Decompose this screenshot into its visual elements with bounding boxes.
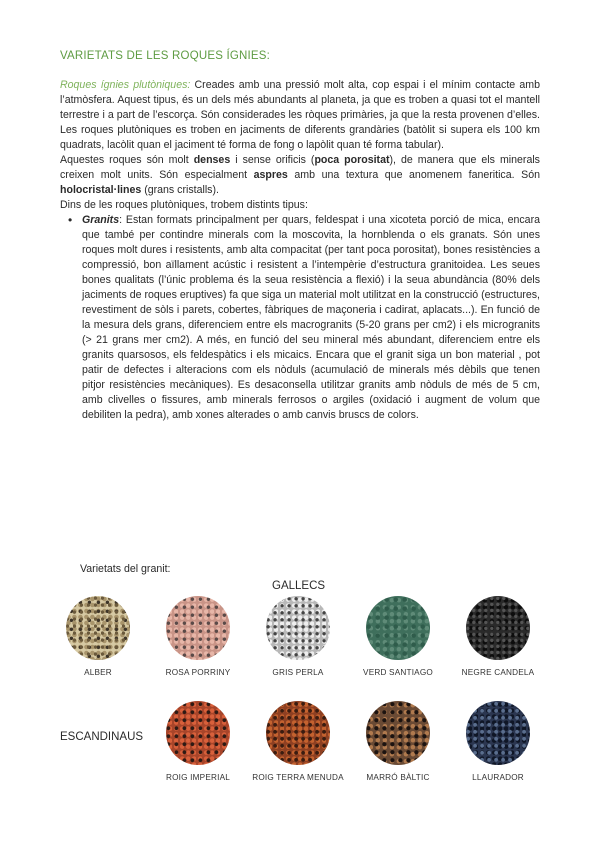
bold-term: poca porositat: [314, 154, 390, 166]
texture-paragraph: [60, 153, 540, 198]
roig-terra-menuda-granite-sample: [266, 701, 330, 765]
texture-text: (grans cristalls).: [141, 184, 219, 196]
texture-text: Aquestes roques són molt: [60, 154, 194, 166]
stone-caption: ROSA PORRINY: [165, 668, 231, 677]
roig-imperial-granite-sample: [166, 701, 230, 765]
llaurador-granite-sample: [466, 701, 530, 765]
intro-text: Creades amb una pressió molt alta, cop espai i el mínim contacte amb l’atmòsfera. Aquest tipus, és un dels més abundants al planeta, ja que es troben a quasi tot el mantell terrestre i a part de l’escorça. Són considerades les ròques primàries, ja que la resta provenen d’elles. Les roques plutòniques es troben en jaciments de diferents grandàries (batòlit si supera els 100 km quadrats, lacòlit quan el jaciment té forma de fong o lapòlit quan té forma tabular).: [60, 79, 540, 151]
granits-term: Granits: [82, 214, 120, 226]
stone-caption: LLAURADOR: [472, 773, 524, 782]
marro-baltic-granite-sample: [366, 701, 430, 765]
varietats-label: Varietats del granit:: [80, 563, 171, 575]
texture-text: ), de manera que els minerals creixen molt units. Són especialment: [60, 154, 540, 181]
stone-caption: MARRÓ BÀLTIC: [366, 773, 430, 782]
alber-granite-sample: [66, 596, 130, 660]
body-text: [60, 78, 540, 423]
stone-caption: ALBER: [84, 668, 112, 677]
negre-candela-granite-sample: [466, 596, 530, 660]
verd-santiago-granite-sample: [366, 596, 430, 660]
rosa-porriny-granite-sample: [166, 596, 230, 660]
intro-paragraph: [60, 78, 540, 153]
bold-term: holocristal·lines: [60, 184, 142, 196]
page-title: VARIETATS DE LES ROQUES ÍGNIES:: [60, 50, 271, 62]
texture-text: amb una textura que anomenem faneritica. Són: [287, 169, 540, 181]
intro-term: Roques ígnies plutòniques:: [60, 79, 191, 91]
stone-caption: ROIG TERRA MENUDA: [252, 773, 344, 782]
gris-perla-granite-sample: [266, 596, 330, 660]
stone-caption: ROIG IMPERIAL: [165, 773, 231, 782]
types-intro: Dins de les roques plutòniques, trobem distints tipus:: [60, 199, 308, 211]
list-item-granits: [82, 213, 540, 423]
texture-text: i sense orificis (: [230, 154, 315, 166]
stone-caption: NEGRE CANDELA: [461, 668, 535, 677]
granits-text: : Estan formats principalment per quars, feldespat i una xicoteta porció de mica, encara que també per contindre minerals com la moscovita, la hornblenda o els granats. Són unes roques molt dures i resistents, amb alta compacitat (per tant poca porositat), bones resistències a compressió, bon aïllament acústic i resistent a l’intempèrie d’estructura granitoidea. Les seues bones qualitats (l’únic problema és la seua resistència a flexió) i la seua abundància (80% dels jaciments de roques eruptives) fa que siga un material molt utilitzat en la construcció (estructures, revestiment de sòls i parets, cobertes, fàbriques de maçoneria i cadirat, aplacats...). En funció de la mesura dels grans, diferenciem entre els macrogranits (5-20 grans per cm2) i els microgranits (> 21 grans mer cm2). A més, en funció del seu mineral més abundant, diferenciem entre els granits quarsosos, els feldespàtics i els micaics. Encara que el granit siga un bon material , pot patir de defectes i alteracions com els nòduls (acumulació de minerals més dèbils que tenen pitjor resistències mecàniques). Es desaconsella utilitzar granits amb nòduls de més de 5 cm, amb clivelles o fissures, amb minerals ferrosos o argiles (oxidació i augment de volum que debiliten la pedra), amb xones alterades o amb canvis bruscs de colors.: [82, 214, 540, 421]
stone-caption: VERD SANTIAGO: [363, 668, 433, 677]
bold-term: denses: [193, 154, 231, 166]
stone-caption: GRIS PERLA: [272, 668, 324, 677]
bold-term: aspres: [253, 169, 288, 181]
group-label-escandinaus: ESCANDINAUS: [60, 731, 144, 743]
types-list: [60, 213, 540, 423]
group-label-gallecs: GALLECS: [272, 580, 326, 592]
